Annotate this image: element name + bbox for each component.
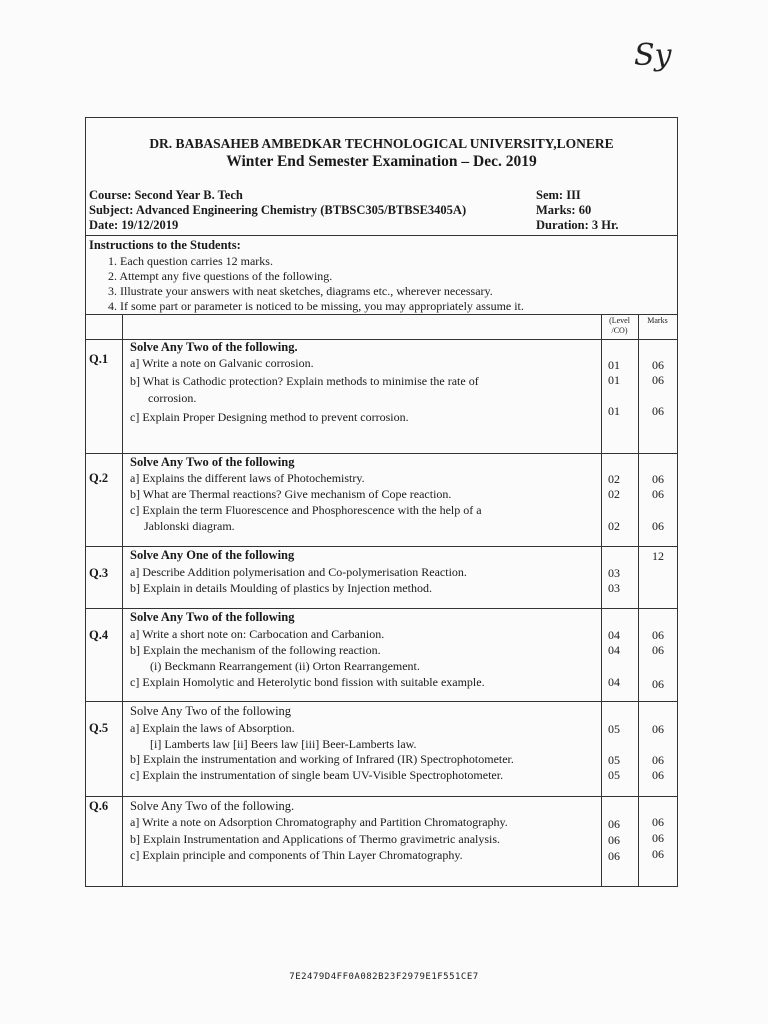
question-part: a] Write a note on Adsorption Chromatography and Partition Chromatography. [130, 815, 508, 829]
level-value: 03 [608, 566, 620, 580]
marks-value: 06 [652, 404, 664, 418]
marks-value: 06 [652, 373, 664, 387]
question-number: Q.6 [89, 799, 109, 813]
level-value: 06 [608, 817, 620, 831]
marks-value: 06 [652, 768, 664, 782]
level-value: 02 [608, 472, 620, 486]
level-value: 04 [608, 628, 620, 642]
divider [86, 796, 677, 797]
question-part: c] Explain principle and components of Thin Layer Chromatography. [130, 848, 463, 862]
question-instruction: Solve Any Two of the following [130, 455, 295, 469]
divider [86, 235, 677, 236]
level-value: 05 [608, 768, 620, 782]
question-part: c] Explain Proper Designing method to prevent corrosion. [130, 410, 409, 424]
question-number: Q.2 [89, 471, 109, 485]
question-part: (i) Beckmann Rearrangement (ii) Orton Rearrangement. [150, 659, 420, 673]
sem-label: Sem: III [536, 188, 581, 202]
question-part: b] Explain Instrumentation and Applications of Thermo gravimetric analysis. [130, 832, 501, 846]
marks-value: 06 [652, 472, 664, 486]
question-instruction: Solve Any Two of the following [130, 704, 292, 718]
exam-paper [85, 117, 678, 887]
question-part: a] Explains the different laws of Photochemistry. [130, 471, 365, 485]
marks-value: 12 [652, 549, 664, 563]
question-part: a] Write a short note on: Carbocation and Carbanion. [130, 627, 385, 641]
marks-value: 06 [652, 815, 664, 829]
question-part: c] Explain the instrumentation of single beam UV-Visible Spectrophotometer. [130, 768, 504, 782]
question-part: b] Explain in details Moulding of plastics by Injection method. [130, 581, 432, 595]
question-instruction: Solve Any Two of the following [130, 610, 295, 624]
marks-value: 06 [652, 847, 664, 861]
question-part: Jablonski diagram. [144, 519, 235, 533]
duration-label: Duration: 3 Hr. [536, 218, 619, 232]
question-part: corrosion. [148, 391, 197, 405]
level-value: 01 [608, 358, 620, 372]
marks-header: Marks [647, 316, 668, 325]
level-header: /CO) [611, 326, 628, 335]
question-part: c] Explain the term Fluorescence and Phosphorescence with the help of a [130, 503, 482, 517]
question-part: [i] Lamberts law [ii] Beers law [iii] Beer-Lamberts law. [150, 737, 417, 751]
question-instruction: Solve Any Two of the following. [130, 799, 295, 813]
marks-value: 06 [652, 628, 664, 642]
question-number: Q.5 [89, 721, 109, 735]
marks-value: 06 [652, 487, 664, 501]
university-name: DR. BABASAHEB AMBEDKAR TECHNOLOGICAL UNIVERSITY,LONERE [149, 136, 614, 151]
question-part: c] Explain Homolytic and Heterolytic bond fission with suitable example. [130, 675, 485, 689]
question-instruction: Solve Any One of the following [130, 548, 295, 562]
level-value: 06 [608, 849, 620, 863]
marks-label: Marks: 60 [536, 203, 592, 217]
question-part: b] What is Cathodic protection? Explain methods to minimise the rate of [130, 374, 479, 388]
marks-column-line [638, 314, 639, 886]
course-label: Course: Second Year B. Tech [89, 188, 243, 202]
question-part: b] Explain the mechanism of the following reaction. [130, 643, 381, 657]
level-value: 03 [608, 581, 620, 595]
question-part: b] Explain the instrumentation and working of Infrared (IR) Spectrophotometer. [130, 752, 514, 766]
qno-column-line [122, 314, 123, 886]
level-value: 05 [608, 753, 620, 767]
handwritten-mark: Sy [634, 38, 672, 73]
level-value: 02 [608, 519, 620, 533]
question-number: Q.3 [89, 566, 109, 580]
level-value: 01 [608, 373, 620, 387]
divider [86, 546, 677, 547]
level-value: 02 [608, 487, 620, 501]
level-value: 04 [608, 675, 620, 689]
question-number: Q.1 [89, 352, 109, 366]
marks-value: 06 [652, 358, 664, 372]
level-value: 05 [608, 722, 620, 736]
instructions-title: Instructions to the Students: [89, 238, 241, 252]
question-part: a] Write a note on Galvanic corrosion. [130, 356, 314, 370]
marks-value: 06 [652, 519, 664, 533]
date-label: Date: 19/12/2019 [89, 218, 179, 232]
marks-value: 06 [652, 753, 664, 767]
divider [86, 608, 677, 609]
question-part: a] Describe Addition polymerisation and Co-polymerisation Reaction. [130, 565, 467, 579]
instruction-item: 4. If some part or parameter is noticed to be missing, you may appropriately assume it. [108, 299, 524, 313]
divider [86, 314, 677, 315]
question-number: Q.4 [89, 628, 109, 642]
question-instruction: Solve Any Two of the following. [130, 340, 298, 354]
document-code: 7E2479D4FF0A082B23F2979E1F551CE7 [289, 972, 479, 982]
instruction-item: 1. Each question carries 12 marks. [108, 254, 273, 268]
level-value: 04 [608, 643, 620, 657]
level-header: (Level [609, 316, 630, 325]
instruction-item: 3. Illustrate your answers with neat sketches, diagrams etc., wherever necessary. [108, 284, 493, 298]
subject-label: Subject: Advanced Engineering Chemistry (BTBSC305/BTBSE3405A) [89, 203, 467, 217]
instruction-item: 2. Attempt any five questions of the following. [108, 269, 333, 283]
marks-value: 06 [652, 677, 664, 691]
exam-title: Winter End Semester Examination – Dec. 2019 [226, 153, 537, 170]
question-part: a] Explain the laws of Absorption. [130, 721, 295, 735]
divider [86, 453, 677, 454]
marks-value: 06 [652, 722, 664, 736]
level-column-line [601, 314, 602, 886]
question-part: b] What are Thermal reactions? Give mechanism of Cope reaction. [130, 487, 452, 501]
marks-value: 06 [652, 643, 664, 657]
marks-value: 06 [652, 831, 664, 845]
divider [86, 701, 677, 702]
level-value: 06 [608, 833, 620, 847]
level-value: 01 [608, 404, 620, 418]
